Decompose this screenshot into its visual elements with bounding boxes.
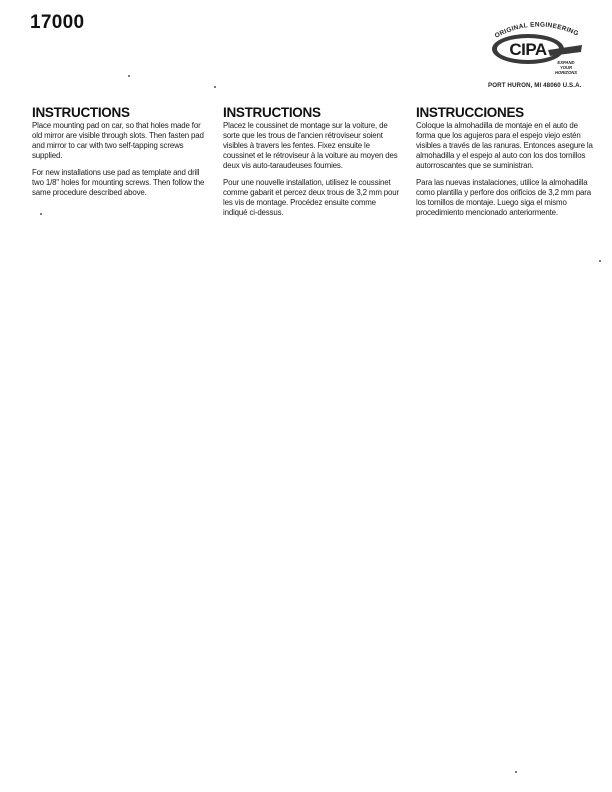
english-paragraph-1: Place mounting pad on car, so that holes made for old mirror are visible through slots. Then fasten pad and mirror to car with two self-tapping screws supplied. xyxy=(32,121,204,160)
english-heading: INSTRUCTIONS xyxy=(32,105,130,120)
scan-speck xyxy=(599,260,601,262)
scan-speck xyxy=(214,86,216,88)
logo-arc-text: ORIGINAL ENGINEERING xyxy=(493,21,580,40)
company-logo xyxy=(486,16,586,82)
instructions-french xyxy=(223,105,401,225)
instructions-spanish xyxy=(416,105,596,225)
logo-tagline-3: HORIZONS xyxy=(554,70,578,75)
logo-name: CIPA xyxy=(509,40,547,59)
spanish-heading: INSTRUCCIONES xyxy=(416,105,524,120)
french-paragraph-2: Pour une nouvelle installation, utilisez le coussinet comme gabarit et percez deux trous de 3,2 mm pour les vis de montage. Procédez ensuite comme indiqué ci-dessus. xyxy=(223,178,399,217)
spanish-paragraph-1: Coloque la almohadilla de montaje en el auto de forma que los agujeros para el espejo viejo estén visibles a través de las ranuras. Entonces asegure la almohadilla y el espejo al auto con los dos tornillos autorroscantes que se suministran. xyxy=(416,121,593,170)
instructions-english xyxy=(32,105,210,205)
french-paragraph-1: Placez le coussinet de montage sur la voiture, de sorte que les trous de l'ancien rétroviseur soient visibles à travers les fentes. Fixez ensuite le coussinet et le rétroviseur à la voiture au moyen des deux vis auto-taraudeuses fournies. xyxy=(223,121,398,170)
spanish-paragraph-2: Para las nuevas instalaciones, utilice la almohadilla como plantilla y perfore dos orificios de 3,2 mm para los tornillos de montaje. Luego siga el mismo procedimiento mencionado anteriormente. xyxy=(416,178,591,217)
scan-speck xyxy=(40,213,42,215)
logo-tagline-2: YOUR xyxy=(559,65,573,70)
part-number: 17000 xyxy=(30,12,85,33)
scan-speck xyxy=(128,75,130,77)
company-address: PORT HURON, MI 48060 U.S.A. xyxy=(488,82,582,89)
french-heading: INSTRUCTIONS xyxy=(223,105,321,120)
logo-tagline-1: EXPAND xyxy=(557,60,575,65)
english-paragraph-2: For new installations use pad as template and drill two 1/8" holes for mounting screws. Then follow the same procedure described above. xyxy=(32,168,205,197)
scan-speck xyxy=(515,771,517,773)
